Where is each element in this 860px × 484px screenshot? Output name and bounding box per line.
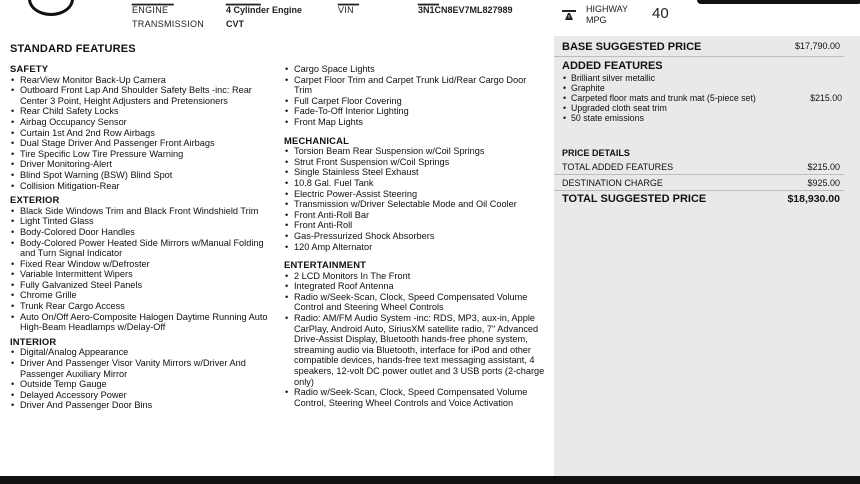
list-item: • Torsion Beam Rear Suspension w/Coil Springs xyxy=(284,146,546,157)
divider xyxy=(554,174,844,175)
engine-value: 4 Cylinder Engine xyxy=(226,5,303,15)
base-price-label: BASE SUGGESTED PRICE xyxy=(562,41,702,53)
mechanical-list xyxy=(284,146,546,252)
list-item: • Dual Stage Driver And Passenger Front Airbags xyxy=(10,138,272,149)
brand-logo-icon xyxy=(28,0,74,16)
cutoff-value: ▁▁▁▁▁ xyxy=(226,0,261,5)
exterior-list xyxy=(10,206,272,333)
cutoff-label: ▁▁▁ xyxy=(338,0,359,5)
list-item: • RearView Monitor Back-Up Camera xyxy=(10,75,272,86)
list-item: • Single Stainless Steel Exhaust xyxy=(284,167,546,178)
list-item: • Chrome Grille xyxy=(10,290,272,301)
destination-value: $925.00 xyxy=(807,178,840,188)
list-item: • Delayed Accessory Power xyxy=(10,390,272,401)
total-added-row xyxy=(562,162,840,172)
list-item: • Front Anti-Roll xyxy=(284,220,546,231)
features-column-right xyxy=(284,64,546,408)
list-item: • Outboard Front Lap And Shoulder Safety Belts -inc: Rear Center 3 Point, Height Adjusters and Pretensioners xyxy=(10,85,272,106)
list-item: • Blind Spot Warning (BSW) Blind Spot xyxy=(10,170,272,181)
cutoff-label: ▁▁▁▁▁▁ xyxy=(132,0,174,5)
list-item: • Light Tinted Glass xyxy=(10,216,272,227)
list-item: • Radio: AM/FM Audio System -inc: RDS, MP3, aux-in, Apple CarPlay, Android Auto, SiriusXM satellite radio, 7" Advanced Drive-Assist Display, Bluetooth hands-free phone system, streaming audio via Bluetooth, interface for iPod and other compatible devices, hands-free text messaging assistant, 4 speakers, 12-volt DC power outlet and 3 USB ports (2-charge only) xyxy=(284,313,546,387)
divider xyxy=(554,56,844,57)
list-item: • Front Anti-Roll Bar xyxy=(284,210,546,221)
added-item-label: Graphite xyxy=(571,83,605,93)
total-added-label: TOTAL ADDED FEATURES xyxy=(562,162,674,172)
vehicle-info-strip xyxy=(0,0,860,36)
price-details-heading: PRICE DETAILS xyxy=(562,148,630,158)
total-price-value: $18,930.00 xyxy=(787,193,840,205)
list-item: • Curtain 1st And 2nd Row Airbags xyxy=(10,128,272,139)
list-item: • Rear Child Safety Locks xyxy=(10,106,272,117)
highway-mpg-value: 40 xyxy=(652,5,669,22)
destination-label: DESTINATION CHARGE xyxy=(562,178,663,188)
added-item-label: Brilliant silver metallic xyxy=(571,73,656,83)
header-black-bar xyxy=(697,0,860,4)
added-features-list xyxy=(562,73,842,123)
standard-features-title: STANDARD FEATURES xyxy=(10,43,136,55)
engine-label: ENGINE xyxy=(132,5,169,15)
misc-list xyxy=(284,64,546,128)
list-item: • 10.8 Gal. Fuel Tank xyxy=(284,178,546,189)
destination-row xyxy=(562,178,840,188)
list-item: • Transmission w/Driver Selectable Mode and Oil Cooler xyxy=(284,199,546,210)
added-features-heading: ADDED FEATURES xyxy=(562,60,663,72)
safety-heading: SAFETY xyxy=(10,63,49,74)
added-item-price: $215.00 xyxy=(810,93,842,103)
list-item: • Body-Colored Power Heated Side Mirrors w/Manual Folding and Turn Signal Indicator xyxy=(10,238,272,259)
list-item: • Body-Colored Door Handles xyxy=(10,227,272,238)
features-column-left xyxy=(10,64,272,411)
list-item xyxy=(562,103,842,113)
cutoff-value: ▁▁▁ xyxy=(418,0,439,5)
total-price-row xyxy=(562,193,840,205)
added-item-label: Upgraded cloth seat trim xyxy=(571,103,667,113)
total-added-value: $215.00 xyxy=(807,162,840,172)
list-item: • Integrated Roof Antenna xyxy=(284,281,546,292)
list-item: • Strut Front Suspension w/Coil Springs xyxy=(284,157,546,168)
highway-road-icon xyxy=(562,6,576,20)
list-item: • Auto On/Off Aero-Composite Halogen Daytime Running Auto High-Beam Headlamps w/Delay-Off xyxy=(10,312,272,333)
transmission-value: CVT xyxy=(226,19,244,29)
interior-list xyxy=(10,347,272,411)
list-item xyxy=(562,93,842,103)
highway-label: HIGHWAY xyxy=(586,4,628,14)
base-price-row xyxy=(562,41,840,53)
list-item: • Driver And Passenger Visor Vanity Mirrors w/Driver And Passenger Auxiliary Mirror xyxy=(10,358,272,379)
divider xyxy=(554,190,844,191)
entertainment-list xyxy=(284,271,546,409)
list-item: • Carpet Floor Trim and Carpet Trunk Lid/Rear Cargo Door Trim xyxy=(284,75,546,96)
list-item: • Fixed Rear Window w/Defroster xyxy=(10,259,272,270)
vin-value: 3N1CN8EV7ML827989 xyxy=(418,5,513,15)
list-item xyxy=(562,83,842,93)
safety-list xyxy=(10,75,272,192)
list-item: • Variable Intermittent Wipers xyxy=(10,269,272,280)
list-item: • 2 LCD Monitors In The Front xyxy=(284,271,546,282)
interior-heading: INTERIOR xyxy=(10,335,57,347)
list-item: • Cargo Space Lights xyxy=(284,64,546,75)
total-price-label: TOTAL SUGGESTED PRICE xyxy=(562,193,707,205)
price-panel xyxy=(554,36,860,476)
added-item-label: Carpeted floor mats and trunk mat (5-piece set) xyxy=(571,93,756,103)
transmission-label: TRANSMISSION xyxy=(132,19,205,29)
list-item: • Front Map Lights xyxy=(284,117,546,128)
list-item: • Driver And Passenger Door Bins xyxy=(10,400,272,411)
list-item: • Electric Power-Assist Steering xyxy=(284,189,546,200)
list-item: • Driver Monitoring-Alert xyxy=(10,159,272,170)
list-item: • Collision Mitigation-Rear xyxy=(10,181,272,192)
list-item xyxy=(562,113,842,123)
list-item: • Full Carpet Floor Covering xyxy=(284,96,546,107)
list-item: • Radio w/Seek-Scan, Clock, Speed Compensated Volume Control and Steering Wheel Controls xyxy=(284,292,546,313)
list-item: • Airbag Occupancy Sensor xyxy=(10,117,272,128)
entertainment-heading: ENTERTAINMENT xyxy=(284,259,367,271)
list-item: • Digital/Analog Appearance xyxy=(10,347,272,358)
bottom-bar xyxy=(0,476,860,484)
highway-mpg-label xyxy=(586,4,628,26)
list-item: • Tire Specific Low Tire Pressure Warning xyxy=(10,149,272,160)
list-item: • Fade-To-Off Interior Lighting xyxy=(284,106,546,117)
added-item-label: 50 state emissions xyxy=(571,113,644,123)
list-item: • Fully Galvanized Steel Panels xyxy=(10,280,272,291)
list-item: • Trunk Rear Cargo Access xyxy=(10,301,272,312)
exterior-heading: EXTERIOR xyxy=(10,194,60,206)
list-item: • 120 Amp Alternator xyxy=(284,242,546,253)
mechanical-heading: MECHANICAL xyxy=(284,134,350,146)
mpg-label: MPG xyxy=(586,15,607,25)
list-item: • Radio w/Seek-Scan, Clock, Speed Compensated Volume Control, Steering Wheel Controls and Voice Activation xyxy=(284,387,546,408)
list-item: • Gas-Pressurized Shock Absorbers xyxy=(284,231,546,242)
base-price-value: $17,790.00 xyxy=(794,41,840,51)
vin-label: VIN xyxy=(338,5,354,15)
list-item: • Black Side Windows Trim and Black Front Windshield Trim xyxy=(10,206,272,217)
list-item xyxy=(562,73,842,83)
list-item: • Outside Temp Gauge xyxy=(10,379,272,390)
